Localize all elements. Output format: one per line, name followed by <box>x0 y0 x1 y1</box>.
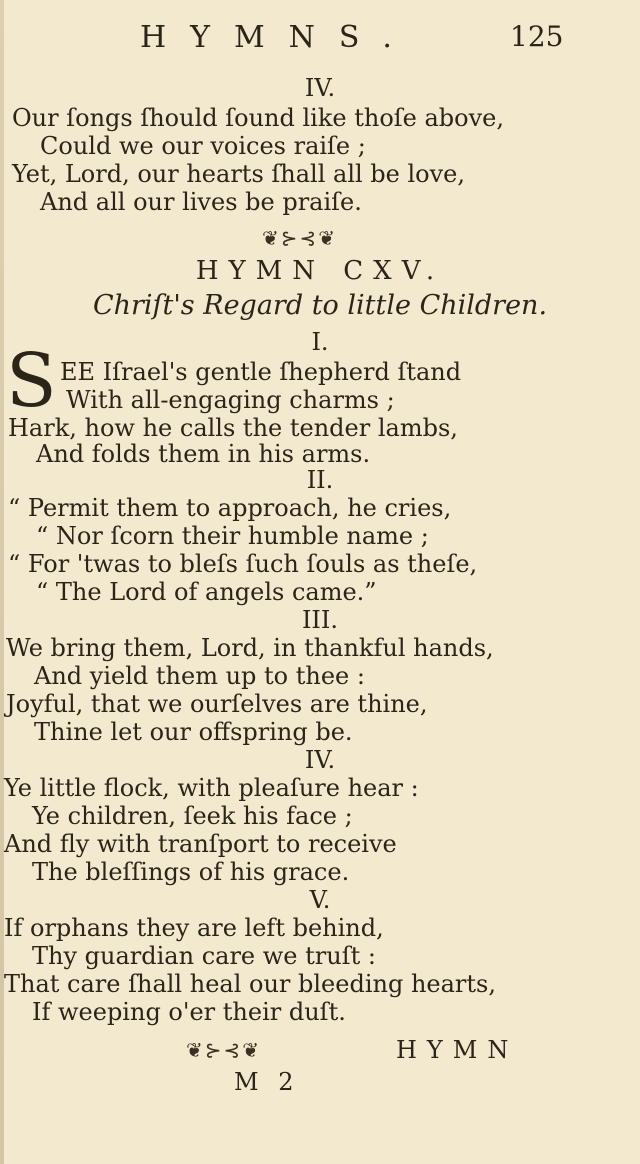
verse-line: EE Iſrael's gentle ſhepherd ſtand <box>60 358 462 386</box>
ornament-icon: ❦⊱⊰❦ <box>186 1038 262 1062</box>
verse-line: If orphans they are left behind, <box>4 914 384 942</box>
verse-line: And folds them in his arms. <box>36 440 371 468</box>
verse-line: And fly with tranſport to receive <box>4 830 397 858</box>
verse-line: If weeping o'er their duſt. <box>32 998 346 1026</box>
verse-line: Could we our voices raiſe ; <box>40 132 366 160</box>
stanza-numeral: III. <box>301 606 339 634</box>
stanza-numeral: IV. <box>304 746 336 774</box>
verse-line: That care ſhall heal our bleeding hearts, <box>4 970 496 998</box>
verse-line: “ For 'twas to bleſs ſuch ſouls as theſe, <box>8 550 478 578</box>
verse-line: Joyful, that we ourſelves are thine, <box>6 690 428 718</box>
stanza-numeral: IV. <box>304 74 336 102</box>
verse-line: And yield them up to thee : <box>34 662 365 690</box>
verse-line: Hark, how he calls the tender lambs, <box>8 414 458 442</box>
running-header <box>0 18 640 58</box>
verse-line: Yet, Lord, our hearts ſhall all be love, <box>12 160 466 188</box>
signature-mark: M 2 <box>234 1068 300 1096</box>
stanza-numeral: I. <box>311 328 329 356</box>
verse-line: And all our lives be praiſe. <box>40 188 362 216</box>
verse-line: Thy guardian care we truſt : <box>32 942 376 970</box>
drop-capital: S <box>6 338 57 424</box>
ornament-icon: ❦⊱⊰❦ <box>262 226 338 250</box>
verse-line: “ The Lord of angels came.” <box>36 578 377 606</box>
verse-line: The bleſſings of his grace. <box>32 858 350 886</box>
stanza-numeral: II. <box>306 466 334 494</box>
verse-line: Ye little flock, with pleaſure hear : <box>4 774 419 802</box>
verse-line: Thine let our offspring be. <box>34 718 353 746</box>
catchword: HYMN <box>396 1036 519 1064</box>
hymn-title: HYMN CXV. <box>195 256 445 286</box>
hymn-subtitle: Chriſt's Regard to little Children. <box>92 290 548 321</box>
running-title: HYMNS. <box>140 20 416 55</box>
verse-line: Our ſongs ſhould ſound like thoſe above, <box>12 104 504 132</box>
verse-line: Ye children, ſeek his face ; <box>32 802 353 830</box>
verse-line: “ Nor ſcorn their humble name ; <box>36 522 429 550</box>
stanza-numeral: V. <box>309 886 331 914</box>
verse-line: With all-engaging charms ; <box>66 386 395 414</box>
verse-line: “ Permit them to approach, he cries, <box>8 494 452 522</box>
page-number: 125 <box>510 20 564 53</box>
verse-line: We bring them, Lord, in thankful hands, <box>6 634 494 662</box>
